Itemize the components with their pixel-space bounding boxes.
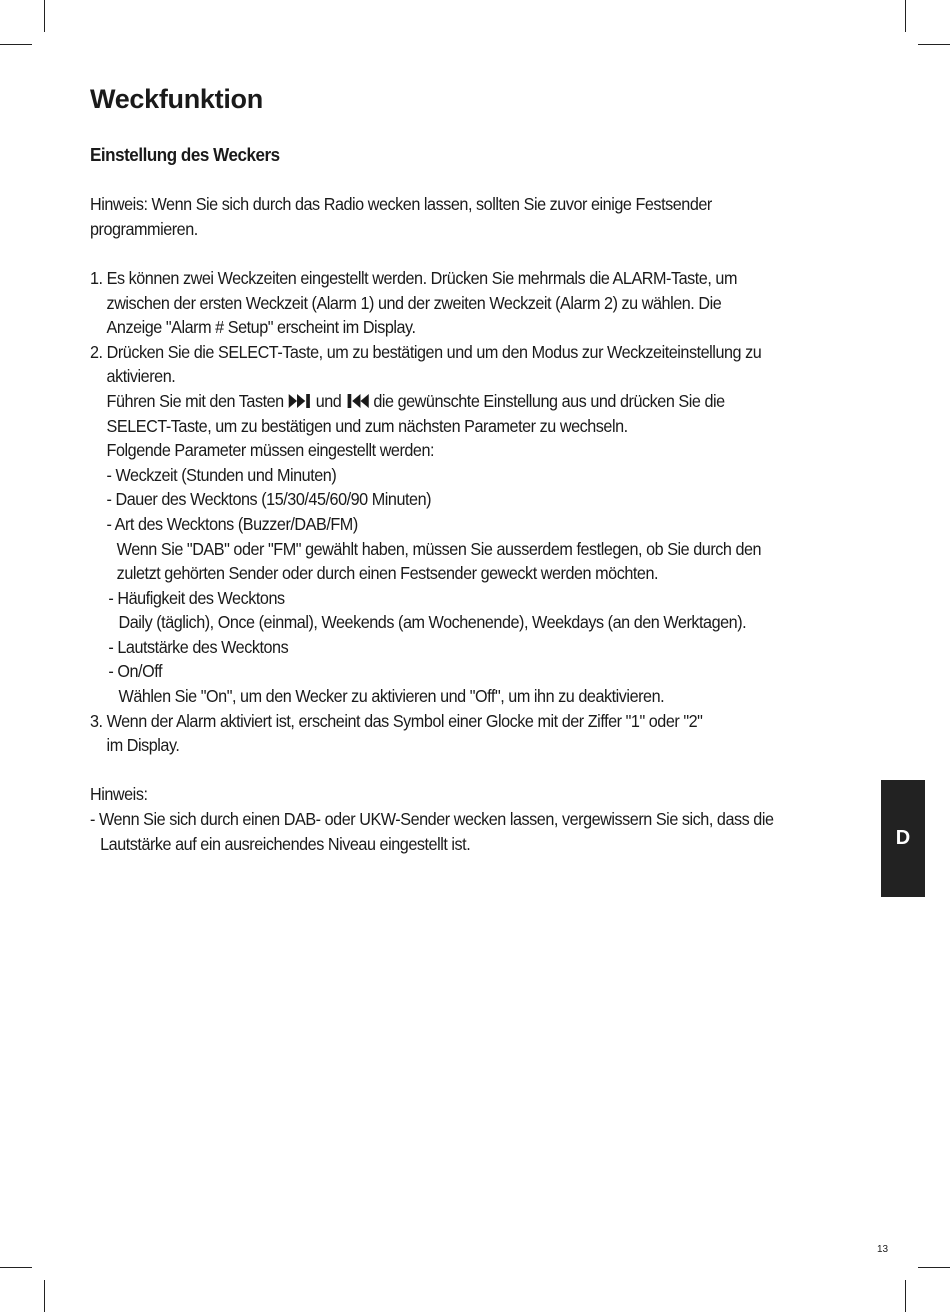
document-body bbox=[90, 140, 859, 856]
step-1-line: Anzeige "Alarm # Setup" erscheint im Display. bbox=[106, 317, 416, 338]
crop-mark bbox=[918, 44, 950, 45]
parameter-note: zuletzt gehörten Sender oder durch einen Festsender geweckt werden möchten. bbox=[116, 563, 659, 584]
parameter-item: - Häufigkeit des Wecktons bbox=[108, 587, 285, 608]
crop-mark bbox=[44, 0, 45, 32]
parameter-item: - Dauer des Wecktons (15/30/45/60/90 Minuten) bbox=[106, 489, 432, 510]
intro-hint-line: Hinweis: Wenn Sie sich durch das Radio wecken lassen, sollten Sie zuvor einige Festsender bbox=[90, 194, 712, 215]
step-2-line: Folgende Parameter müssen eingestellt werden: bbox=[106, 440, 435, 461]
step-3-line: im Display. bbox=[106, 735, 180, 756]
page-number: 13 bbox=[877, 1244, 889, 1255]
step-2-keys-line bbox=[90, 389, 859, 414]
keys-suffix: die gewünschte Einstellung aus und drücken Sie die bbox=[373, 390, 725, 411]
intro-hint-line: programmieren. bbox=[90, 218, 198, 239]
crop-mark bbox=[918, 1267, 950, 1268]
step-1-line: zwischen der ersten Weckzeit (Alarm 1) und der zweiten Weckzeit (Alarm 2) zu wählen. Die bbox=[106, 292, 722, 313]
language-tab-label: D bbox=[895, 827, 911, 849]
parameter-note: Wählen Sie "On", um den Wecker zu aktivieren und "Off", um ihn zu deaktivieren. bbox=[118, 686, 665, 707]
parameter-item: - On/Off bbox=[108, 661, 162, 682]
crop-mark bbox=[0, 44, 32, 45]
step-2-line: aktivieren. bbox=[106, 366, 176, 387]
page-title: Weckfunktion bbox=[90, 84, 263, 114]
step-1-line: 1. Es können zwei Weckzeiten eingestellt werden. Drücken Sie mehrmals die ALARM-Taste, um bbox=[90, 267, 737, 288]
parameter-item: - Art des Wecktons (Buzzer/DAB/FM) bbox=[106, 513, 358, 534]
parameter-note: Daily (täglich), Once (einmal), Weekends (am Wochenende), Weekdays (an den Werktagen). bbox=[118, 612, 747, 633]
step-2-line: SELECT-Taste, um zu bestätigen und zum nächsten Parameter zu wechseln. bbox=[106, 415, 628, 436]
crop-mark bbox=[44, 1280, 45, 1312]
note-line: Lautstärke auf ein ausreichendes Niveau eingestellt ist. bbox=[100, 833, 471, 854]
language-tab bbox=[881, 780, 925, 897]
keys-and: und bbox=[315, 390, 342, 411]
skip-back-icon bbox=[345, 393, 369, 409]
skip-forward-icon bbox=[288, 393, 312, 409]
note-line: - Wenn Sie sich durch einen DAB- oder UKW-Sender wecken lassen, vergewissern Sie sich, dass die bbox=[90, 809, 774, 830]
note-heading: Hinweis: bbox=[90, 784, 148, 805]
step-3-line: 3. Wenn der Alarm aktiviert ist, erscheint das Symbol einer Glocke mit der Ziffer "1" oder "2" bbox=[90, 710, 703, 731]
keys-prefix: Führen Sie mit den Tasten bbox=[106, 390, 284, 411]
parameter-item: - Lautstärke des Wecktons bbox=[108, 636, 289, 657]
parameter-note: Wenn Sie "DAB" oder "FM" gewählt haben, müssen Sie ausserdem festlegen, ob Sie durch den bbox=[116, 538, 762, 559]
crop-mark bbox=[0, 1267, 32, 1268]
crop-mark bbox=[905, 1280, 906, 1312]
parameter-item: - Weckzeit (Stunden und Minuten) bbox=[106, 464, 337, 485]
section-subtitle: Einstellung des Weckers bbox=[90, 144, 280, 165]
step-2-line: 2. Drücken Sie die SELECT-Taste, um zu bestätigen und um den Modus zur Weckzeiteinstellung zu bbox=[90, 341, 762, 362]
crop-mark bbox=[905, 0, 906, 32]
